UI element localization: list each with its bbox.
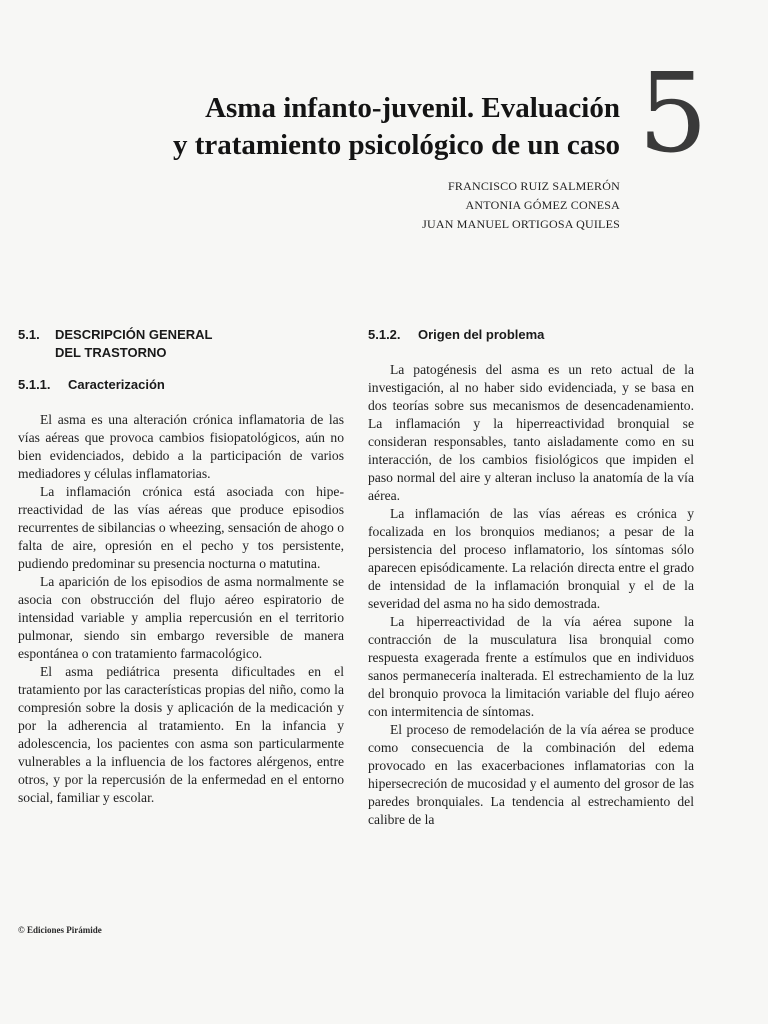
chapter-number: 5 xyxy=(638,49,708,177)
subsection-number: 5.1.1. xyxy=(18,377,51,392)
chapter-title xyxy=(100,90,620,164)
chapter-title-line-2: y tratamiento psicológico de un caso xyxy=(172,129,620,161)
right-column xyxy=(368,326,694,829)
body-paragraph: El proceso de remodelación de la vía aérea se produce como consecuencia de la combinación del edema provocado en las exacerbaciones inflamatorias con la hipersecreción de mucosidad y el aumento del grosor de las paredes bronquiales. La tendencia al estrechamiento del calibre de la xyxy=(368,722,694,827)
body-paragraph: La aparición de los episodios de asma normalmente se asocia con obstrucción del flujo aéreo espiratorio de intensidad variable y amplia repercusión en el territorio pulmonar, siendo sin embargo reversible de manera espontánea o con tratamiento farmacológico. xyxy=(18,574,344,661)
section-number: 5.1. xyxy=(18,327,40,342)
chapter-title-line-1: Asma infanto-juvenil. Evaluación xyxy=(205,92,620,124)
subsection-title: Origen del problema xyxy=(418,327,545,342)
body-paragraph: El asma pediátrica presenta dificultades en el tratamiento por las características propias del niño, como la compresión sobre la dosis y aplicación de la medicación y por la adherencia al tratamiento. En la infancia y adolescencia, los pacientes con asma son particularmente vulnerables a la influencia de los factores alérgenos, entre otros, y por la repercusión de la enfermedad en el entorno social, familiar y escolar. xyxy=(18,664,344,805)
subsection-heading xyxy=(18,376,344,394)
subsection-heading xyxy=(368,326,694,344)
subsection-number: 5.1.2. xyxy=(368,327,401,342)
body-paragraph: La inflamación de las vías aéreas es crónica y focalizada en los bronquios medianos; a pesar de la persistencia del proceso inflamatorio, los síntomas sólo aparecen episódicamente. La relación directa entre el grado de intensidad de la inflamación bronquial y el de la severidad del asma no ha sido demostrada. xyxy=(368,506,694,611)
authors-list xyxy=(422,177,620,234)
author-name: FRANCISCO RUIZ SALMERÓN xyxy=(448,179,620,193)
section-heading xyxy=(18,326,344,362)
body-paragraph: La inflamación crónica está asociada con hiperreactividad de las vías aéreas que produce episodios recurrentes de sibilancias o wheezing, sensación de ahogo o falta de aire, opresión en el pecho y tos persistente, pudiendo predominar su presencia nocturna o matutina. xyxy=(18,484,344,571)
author-name: JUAN MANUEL ORTIGOSA QUILES xyxy=(422,217,620,231)
body-paragraph: La hiperreactividad de la vía aérea supone la contracción de la musculatura lisa bronquial como respuesta exagerada frente a estímulos que en individuos sanos permanecería inalterada. El estrechamiento de la luz del bronquio provoca la limitación variable del flujo aéreo con intermitencia de síntomas. xyxy=(368,614,694,719)
section-title xyxy=(55,326,344,362)
section-title-line-1: DESCRIPCIÓN GENERAL xyxy=(55,327,213,342)
section-title-line-2: DEL TRASTORNO xyxy=(55,345,167,360)
body-paragraph: El asma es una alteración crónica inflamatoria de las vías aéreas que provoca cambios fisiopatológicos, aún no bien evidenciados, debido a la participación de varios mediadores y células inflamatorias. xyxy=(18,412,344,481)
author-name: ANTONIA GÓMEZ CONESA xyxy=(465,198,620,212)
body-paragraph: La patogénesis del asma es un reto actual de la investigación, al no haber sido evidenciada, y se basa en dos teorías sobre sus mecanismos de desencadenamiento. La inflamación y la hiperreactividad bronquial se consideran responsables, tanto aisladamente como en su interacción, de los cambios fisiológicos que impiden el paso normal del aire y alteran incluso la anatomía de la vía aérea. xyxy=(368,362,694,503)
copyright-footer: © Ediciones Pirámide xyxy=(18,925,102,935)
subsection-title: Caracterización xyxy=(68,377,165,392)
left-column xyxy=(18,326,344,807)
